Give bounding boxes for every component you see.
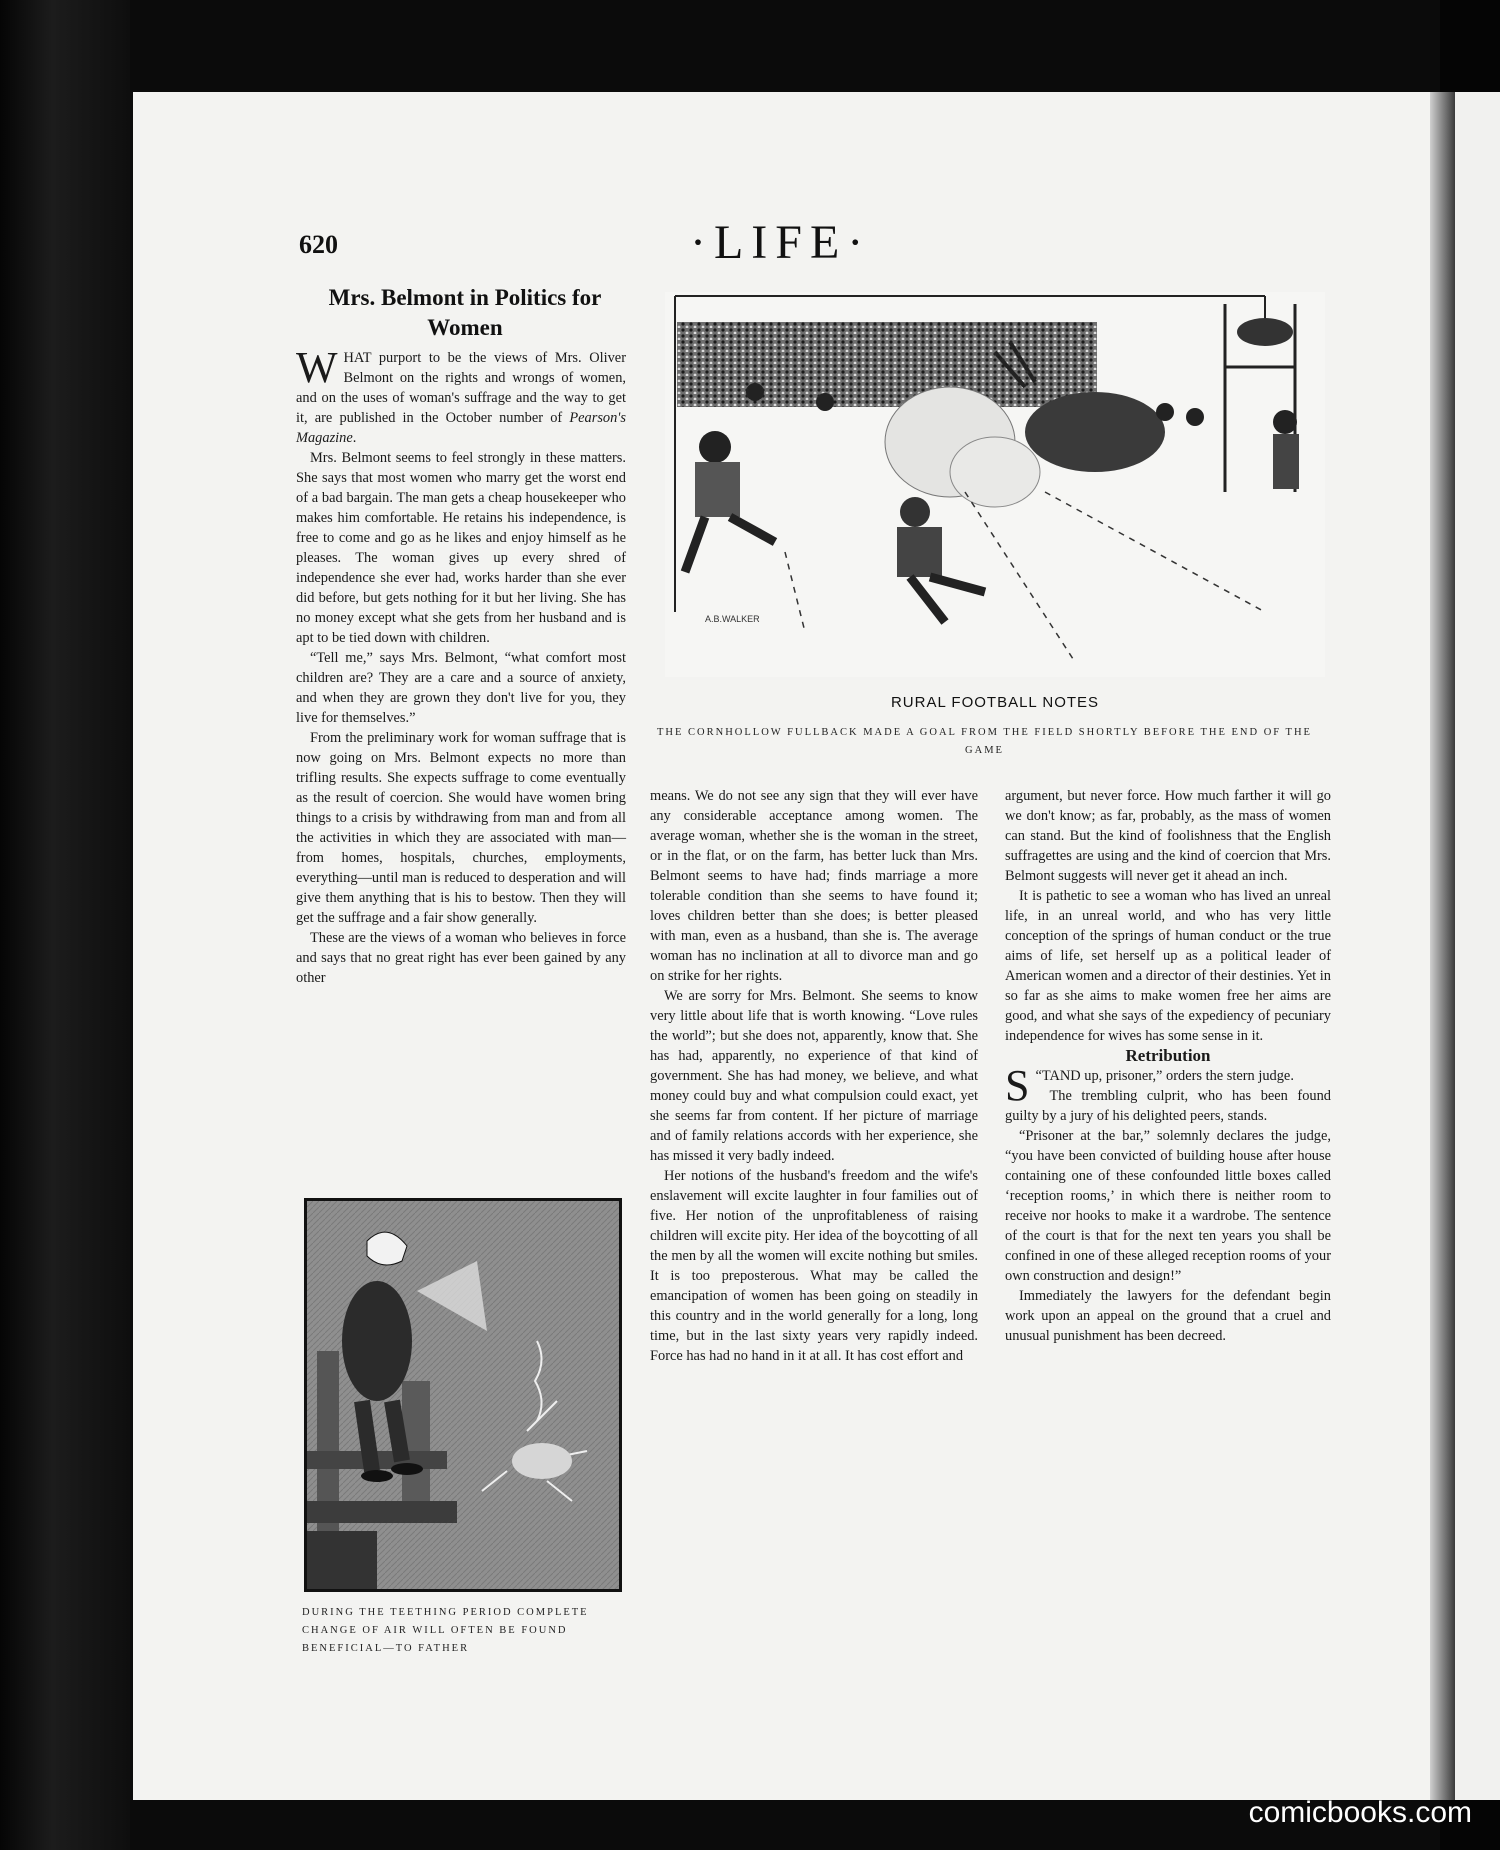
article-paragraph: From the preliminary work for woman suffrage that is now going on Mrs. Belmont expects no more than trifling results. She expects suffrage to come eventually as the result of coercion. She would have women bring things to a crisis by withdrawing from man and from all the activities in which they are associated with man—from homes, hospitals, churches, employments, everything—until man is reduced to desperation and will give them anything that is his to bestow. Then they will get the suffrage and a fair show generally.: [296, 730, 626, 926]
article-paragraph: It is pathetic to see a woman who has lived an unreal life, in an unreal world, and who has very little conception of the springs of human conduct or the true aims of life, set herself up as a political leader of American women and a director of their destinies. Yet in so far as she aims to make women free her aims are good, and what she says of the expediency of pecuniary independence for wives has some sense in it.: [1005, 888, 1331, 1044]
article-paragraph: Her notions of the husband's freedom and the wife's enslavement will excite laughter in four families out of five. Her notion of the unprofitableness of raising children will excite pity. Her idea of the boycotting of all the men by all the women will excite nothing but smiles. It is too preposterous. What may be called the emancipation of women has been going on steadily in this country and in the world generally for a long, long time, but in the last sixty years very rapidly indeed. Force has had no hand in it at all. It has cost effort and: [650, 1168, 978, 1364]
adjacent-page-edge: [1455, 92, 1500, 1800]
paragraph-text: TAND up, prisoner,” orders the stern judge.: [1041, 1068, 1294, 1084]
article-headline: Mrs. Belmont in Politics for Women: [328, 285, 602, 340]
retribution-paragraph: “Prisoner at the bar,” solemnly declares the judge, “you have been convicted of building house after house containing one of these confounded little boxes called ‘reception rooms,’ in which there is neither room to receive nor hooks to make it a wardrobe. The sentence of the court is that for the next ten years you shall be confined in one of these alleged reception rooms of your own construction and design!”: [1005, 1128, 1331, 1284]
retribution-headline: Retribution: [1125, 1046, 1211, 1065]
football-cartoon-caption: THE CORNHOLLOW FULLBACK MADE A GOAL FROM THE FIELD SHORTLY BEFORE THE END OF THE GAME: [657, 727, 1312, 756]
article-paragraph: Mrs. Belmont seems to feel strongly in these matters. She says that most women who marry get the worst end of a bad bargain. The man gets a cheap housekeeper who makes him comfortable. He retains his independence, is free to come and go as he likes and enjoy himself as he pleases. The woman gives up every shred of independence she ever had, works harder than she ever did before, but gets nothing for it but her living. She has no money except what she gets from her husband and is apt to be tied down with children.: [296, 450, 626, 646]
drop-cap: W: [296, 343, 338, 392]
scan-border-left: [0, 0, 130, 1850]
teething-cartoon-caption: DURING THE TEETHING PERIOD COMPLETE CHANGE OF AIR WILL OFTEN BE FOUND BENEFICIAL—TO FATHER: [302, 1607, 589, 1654]
article-paragraph: [296, 343, 626, 448]
football-illustration: [665, 292, 1325, 677]
teething-cartoon: [304, 1198, 622, 1592]
article-column-3: [1005, 786, 1331, 1346]
article-paragraph: We are sorry for Mrs. Belmont. She seems to know very little about life that is worth knowing. “Love rules the world”; but she does not, apparently, know that. She has had, apparently, no experience of that kind of government. She has had money, we believe, and what money could buy and what compulsion could exact, yet she seems far from content. If her picture of marriage and of family relations accords with her experience, she has missed it very badly indeed.: [650, 988, 978, 1164]
paragraph-text: .: [352, 430, 357, 446]
article-column-1: [296, 343, 626, 988]
paragraph-text: HAT purport to be the views of Mrs. Oliver Belmont on the rights and wrongs of women, and on the uses of woman's suffrage and the way to get it, are published in the October number of: [296, 350, 626, 426]
artist-signature: A.B.WALKER: [705, 614, 760, 624]
article-paragraph: “Tell me,” says Mrs. Belmont, “what comfort most children are? They are a care and a source of anxiety, and when they are grown they don't live for you, they live for themselves.”: [296, 650, 626, 726]
article-paragraph: These are the views of a woman who believes in force and says that no great right has ever been gained by any other: [296, 930, 626, 986]
open-quote: “: [1035, 1068, 1042, 1084]
football-cartoon-title: RURAL FOOTBALL NOTES: [890, 694, 1100, 711]
watermark: comicbooks.com: [1248, 1796, 1472, 1829]
magazine-name: Pearson's Magazine: [296, 410, 626, 446]
teething-illustration: [307, 1201, 619, 1589]
article-column-2: [650, 786, 978, 1366]
retribution-paragraph: Immediately the lawyers for the defendant begin work upon an appeal on the ground that a cruel and unusual punishment has been decreed.: [1005, 1288, 1331, 1344]
article-paragraph: argument, but never force. How much farther it will go we don't know; as far, probably, as the mass of women can stand. But the kind of foolishness that the English suffragettes are using and the kind of coercion that Mrs. Belmont suggests will never get it ahead an inch.: [1005, 788, 1331, 884]
article-paragraph: means. We do not see any sign that they will ever have any considerable acceptance among women. The average woman, whether she is the woman in the street, or in the flat, or on the farm, has better luck than Mrs. Belmont seems to have had; finds marriage a more tolerable condition than she seems to have found it; loves children better than she does; is better pleased with man, even as a husband, than she is. The average woman has no inclination at all to divorce man and go on strike for her rights.: [650, 788, 978, 984]
football-cartoon: [665, 292, 1325, 677]
retribution-paragraph: The trembling culprit, who has been found guilty by a jury of his delighted peers, stands.: [1005, 1088, 1331, 1124]
page-number: 620: [299, 230, 338, 259]
masthead-title: ·LIFE·: [690, 216, 872, 269]
page-gutter-shadow: [1430, 92, 1455, 1800]
drop-cap: S: [1005, 1061, 1030, 1110]
